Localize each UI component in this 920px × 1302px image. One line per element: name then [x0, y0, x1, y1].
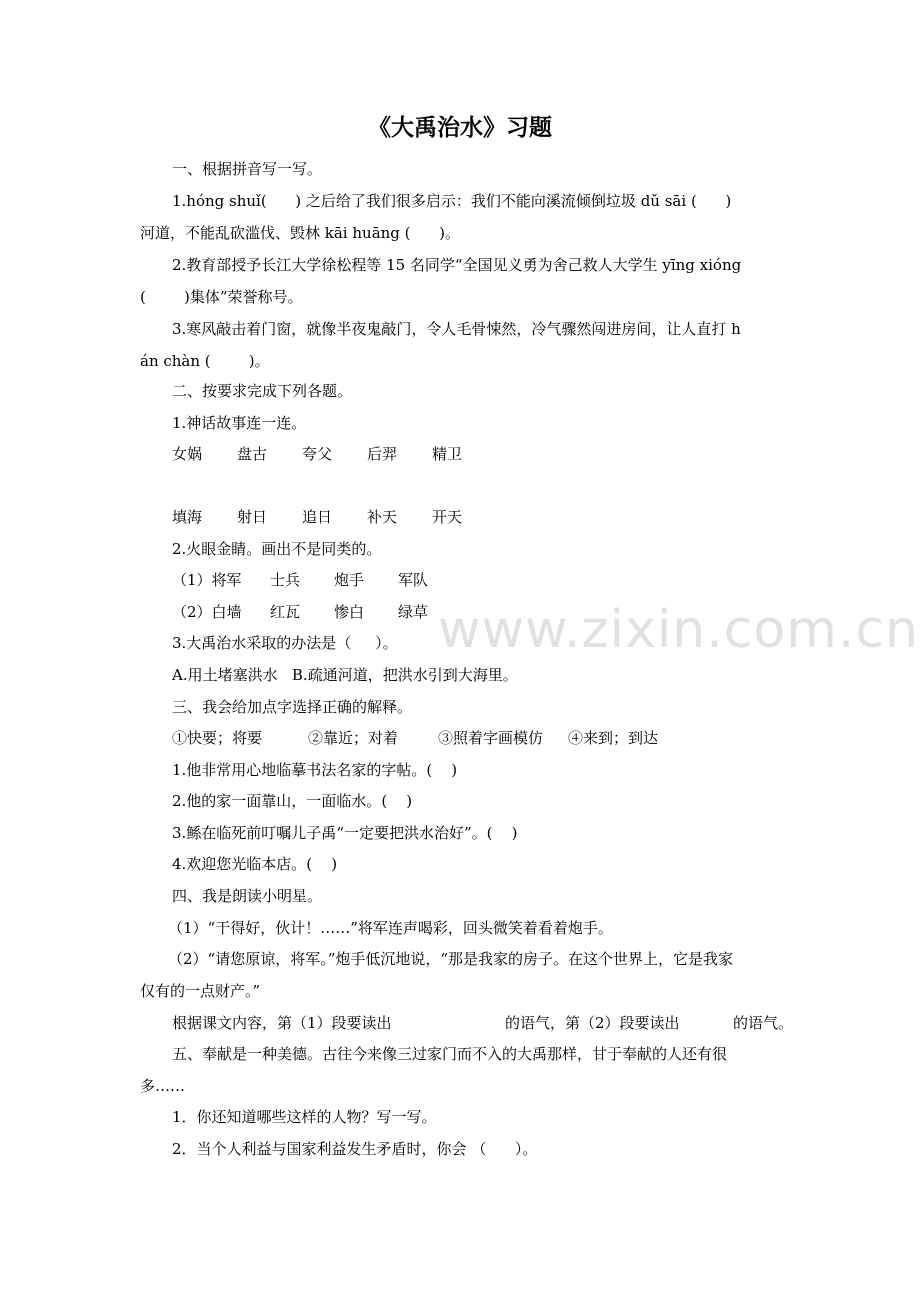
section4-passage-2-line2: 仅有的一点财产。”	[140, 982, 261, 1000]
tone-question-part: 的语气。	[733, 1014, 794, 1032]
tone-question-part: 根据课文内容，第（1）段要读出	[172, 1014, 392, 1032]
meaning-option: ④来到；到达	[568, 729, 659, 747]
watermark: www.zixin.com.cn	[438, 600, 919, 660]
reading-tone-question	[0, 1012, 920, 1034]
section3-item: 2.他的家一面靠山，一面临水。( )	[172, 792, 413, 810]
myth-deed: 开天	[432, 508, 463, 526]
meaning-option: ②靠近；对着	[308, 729, 399, 747]
odd-one-out-row-1	[0, 569, 920, 591]
section4-heading: 四、我是朗读小明星。	[172, 887, 323, 905]
section4-passage-2-line1: （2）“请您原谅，将军。”炮手低沉地说，“那是我家的房子。在这个世界上，它是我家	[168, 950, 734, 968]
myth-deed: 填海	[172, 508, 203, 526]
myth-deed: 补天	[367, 508, 398, 526]
tone-question-part: 的语气，第（2）段要读出	[505, 1014, 680, 1032]
myth-name: 盘古	[237, 445, 268, 463]
word-item: （2）白墙	[172, 603, 242, 621]
word-item: 红瓦	[270, 603, 301, 621]
section2-q1: 1.神话故事连一连。	[172, 414, 307, 432]
section3-item: 1.他非常用心地临摹书法名家的字帖。( )	[172, 761, 458, 779]
section2-q2: 2.火眼金睛。画出不是同类的。	[172, 540, 382, 558]
section5-heading-line1: 五、奉献是一种美德。古往今来像三过家门而不入的大禹那样，甘于奉献的人还有很	[172, 1045, 728, 1063]
section2-q3-options: A.用土堵塞洪水 B.疏通河道，把洪水引到大海里。	[172, 666, 518, 684]
odd-one-out-row-2	[0, 601, 920, 623]
myth-deed: 追日	[302, 508, 333, 526]
word-item: 军队	[398, 571, 429, 589]
section1-q2-line2: ( )集体”荣誉称号。	[140, 288, 303, 306]
word-item: 炮手	[334, 571, 365, 589]
section4-passage-1: （1）“干得好，伙计！……”将军连声喝彩，回头微笑着看着炮手。	[168, 919, 613, 937]
meaning-options-row	[0, 727, 920, 749]
section1-heading: 一、根据拼音写一写。	[172, 160, 323, 178]
section3-heading: 三、我会给加点字选择正确的解释。	[172, 698, 413, 716]
section3-item: 4.欢迎您光临本店。( )	[172, 855, 338, 873]
section1-q3-line1: 3.寒风敲击着门窗，就像半夜鬼敲门，令人毛骨悚然，冷气骤然闯进房间，让人直打 h	[172, 320, 741, 338]
myth-name: 夸父	[302, 445, 333, 463]
myth-names-row	[0, 443, 920, 465]
word-item: 惨白	[334, 603, 365, 621]
section1-q1-line1: 1.hóng shuǐ( ) 之后给了我们很多启示：我们不能向溪流倾倒垃圾 dǔ sāi ( )	[172, 192, 732, 210]
meaning-option: ③照着字画模仿	[438, 729, 544, 747]
section5-q2: 2．当个人利益与国家利益发生矛盾时，你会 （ ）。	[172, 1140, 538, 1158]
myth-name: 后羿	[367, 445, 398, 463]
myth-name: 女娲	[172, 445, 203, 463]
section1-q1-line2: 河道，不能乱砍滥伐、毁林 kāi huāng ( )。	[140, 224, 460, 242]
meaning-option: ①快要；将要	[172, 729, 263, 747]
section2-heading: 二、按要求完成下列各题。	[172, 382, 353, 400]
myth-deeds-row	[0, 506, 920, 528]
page-title: 《大禹治水》习题	[368, 115, 552, 141]
section1-q3-line2: án chàn ( )。	[140, 352, 270, 370]
word-item: 士兵	[270, 571, 301, 589]
section3-item: 3.鲧在临死前叮嘱儿子禹“一定要把洪水治好”。( )	[172, 824, 518, 842]
myth-name: 精卫	[432, 445, 463, 463]
section2-q3: 3.大禹治水采取的办法是（ ）。	[172, 634, 398, 652]
section5-q1: 1．你还知道哪些这样的人物？写一写。	[172, 1108, 437, 1126]
section1-q2-line1: 2.教育部授予长江大学徐松程等 15 名同学“全国见义勇为舍己救人大学生 yīng xióng	[172, 256, 742, 274]
word-item: 绿草	[398, 603, 429, 621]
myth-deed: 射日	[237, 508, 268, 526]
section5-heading-line2: 多……	[140, 1077, 186, 1095]
word-item: （1）将军	[172, 571, 242, 589]
